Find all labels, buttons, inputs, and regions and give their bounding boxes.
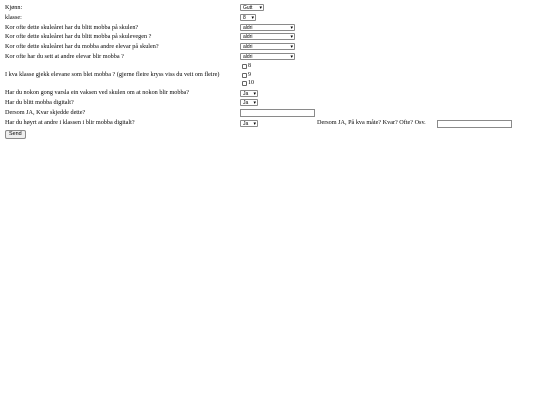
chevron-down-icon: ▾ bbox=[259, 5, 262, 11]
kjonn-label: Kjønn: bbox=[5, 4, 23, 11]
class-8-checkbox[interactable] bbox=[242, 64, 247, 69]
klasse-select-value: 8 bbox=[243, 14, 246, 21]
chevron-down-icon: ▾ bbox=[253, 91, 256, 97]
horyt-label: Har du høyrt at andre i klassen i blir mobba digitalt? bbox=[5, 119, 135, 126]
chevron-down-icon: ▾ bbox=[290, 25, 293, 31]
varsla-label: Har du nokon gong varsla ein vaksen ved skulen om at nokon blir mobba? bbox=[5, 89, 190, 96]
skjedde-label: Dersom JA, Kvar skjedde dette? bbox=[5, 109, 86, 116]
class-9-label: 9 bbox=[248, 72, 251, 78]
q3-label: Kor ofte dette skuleåret har du mobba andre elevar på skulen? bbox=[5, 43, 159, 50]
q3-select[interactable] bbox=[240, 43, 295, 50]
pa-kva-mate-input[interactable] bbox=[437, 120, 512, 128]
skjedde-input[interactable] bbox=[240, 109, 315, 117]
q2-select[interactable] bbox=[240, 33, 295, 40]
send-button[interactable]: Send bbox=[5, 130, 26, 139]
class-10-checkbox[interactable] bbox=[242, 81, 247, 86]
chevron-down-icon: ▾ bbox=[290, 44, 293, 50]
q4-select-value: aldri bbox=[243, 53, 253, 60]
chevron-down-icon: ▾ bbox=[290, 54, 293, 60]
horyt-select-value: Ja bbox=[243, 120, 249, 127]
chevron-down-icon: ▾ bbox=[251, 15, 254, 21]
klasse-select[interactable] bbox=[240, 14, 256, 21]
class-8-label: 8 bbox=[248, 63, 251, 69]
q4-label: Kor ofte har du sett at andre elevar blir mobba ? bbox=[5, 53, 124, 60]
kjonn-select[interactable] bbox=[240, 4, 264, 11]
class-10-label: 10 bbox=[248, 80, 254, 86]
digitalt-select-value: Ja bbox=[243, 99, 249, 106]
chevron-down-icon: ▾ bbox=[253, 121, 256, 127]
horyt-select[interactable] bbox=[240, 120, 258, 127]
q3-select-value: aldri bbox=[243, 43, 253, 50]
digitalt-label: Har du blitt mobba digitalt? bbox=[5, 99, 74, 106]
varsla-select-value: Ja bbox=[243, 90, 249, 97]
q1-select[interactable] bbox=[240, 24, 295, 31]
chevron-down-icon: ▾ bbox=[290, 34, 293, 40]
kjonn-select-value: Gutt bbox=[243, 4, 253, 11]
chevron-down-icon: ▾ bbox=[253, 100, 256, 106]
class-9-checkbox[interactable] bbox=[242, 73, 247, 78]
pa-kva-mate-label: Dersom JA, På kva måte? Kvar? Ofte? Osv. bbox=[317, 119, 426, 126]
varsla-select[interactable] bbox=[240, 90, 258, 97]
q1-label: Kor ofte dette skuleåret har du blitt mobba på skulen? bbox=[5, 24, 139, 31]
q1-select-value: aldri bbox=[243, 24, 253, 31]
q2-label: Kor ofte dette skuleåret har du blitt mobba på skulevegen ? bbox=[5, 33, 152, 40]
q4-select[interactable] bbox=[240, 53, 295, 60]
digitalt-select[interactable] bbox=[240, 99, 258, 106]
klasse-label: klasse: bbox=[5, 14, 22, 21]
classes-label: I kva klasse gjekk elevane som blei mobba ? (gjerne fleire kryss viss du veit om fleire) bbox=[5, 71, 220, 78]
q2-select-value: aldri bbox=[243, 33, 253, 40]
